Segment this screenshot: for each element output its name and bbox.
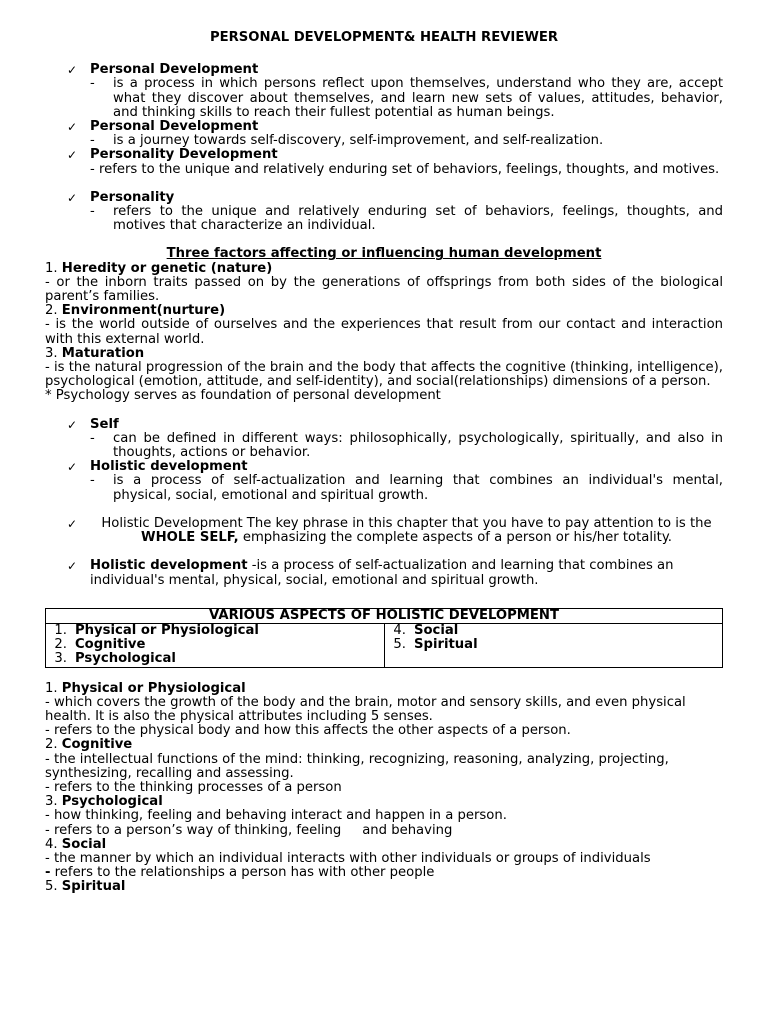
- definition-text: -is a process of self-actualization and learning that combines an individual's mental, physical, social, emotional and spiritual growth.: [90, 558, 674, 588]
- aspect-list-item: [385, 638, 722, 652]
- aspect-number: 4.: [393, 622, 406, 638]
- aspect-number: 1.: [54, 622, 67, 638]
- dash-bullet: -: [90, 133, 95, 149]
- check-icon: ✓: [67, 460, 78, 475]
- factor-description: - is the natural progression of the brain and the body that affects the cognitive (thinking, intelligence), psychological (emotion, attitude, and self-identity), and social(relationships) dimensions of a person.: [45, 360, 723, 390]
- key-phrase-part: Holistic Development The key phrase in this chapter that you have to pay attention to is the: [101, 515, 712, 531]
- dash-bullet: -: [90, 204, 95, 220]
- aspect-label: Physical or Physiological: [75, 622, 259, 638]
- checklist-item-personality: [67, 191, 723, 205]
- aspect-number: 2.: [45, 737, 58, 753]
- aspect-detail-5-title: [45, 880, 723, 894]
- factor-description: - or the inborn traits passed on by the generations of offsprings from both sides of the biological parent’s families.: [45, 274, 723, 305]
- factor-3: [45, 347, 723, 361]
- factor-number: 2.: [45, 303, 58, 319]
- dash-bullet: -: [90, 473, 95, 489]
- definition-text: - refers to the unique and relatively enduring set of behaviors, feelings, thoughts, and motives.: [90, 161, 720, 177]
- aspect-list-item: [46, 638, 384, 652]
- definition-text: is a journey towards self-discovery, self-improvement, and self-realization.: [113, 133, 604, 149]
- item-title: Holistic development: [90, 459, 248, 475]
- definition: [90, 205, 723, 233]
- factor-description: - is the world outside of ourselves and the experiences that result from our contact and interaction with this external world.: [45, 317, 723, 347]
- dash-bullet: -: [90, 76, 95, 92]
- aspect-detail-line: - refers to the physical body and how this affects the other aspects of a person.: [45, 723, 571, 739]
- document-page: [45, 31, 723, 895]
- definition-text: refers to the unique and relatively enduring set of behaviors, feelings, thoughts, and motives that characterize an individual.: [113, 204, 723, 234]
- aspect-number: 5.: [45, 879, 58, 895]
- checklist-item-personal-development-2: [67, 120, 723, 134]
- aspect-number: 3.: [54, 651, 67, 667]
- aspect-title: Spiritual: [61, 879, 126, 895]
- factor-title: Maturation: [61, 345, 145, 361]
- checklist-item-personality-development: [67, 148, 723, 162]
- document-title: PERSONAL DEVELOPMENT& HEALTH REVIEWER: [209, 30, 559, 45]
- item-title: Personality Development: [90, 147, 278, 163]
- definition-text: is a process of self-actualization and learning that combines an individual's mental, physical, social, emotional and spiritual growth.: [113, 473, 723, 503]
- aspects-left-column: [46, 623, 385, 667]
- aspect-title: Cognitive: [61, 737, 133, 753]
- item-title: Holistic development: [90, 558, 248, 574]
- aspect-label: Cognitive: [75, 637, 146, 653]
- check-icon: ✓: [67, 417, 78, 432]
- checklist-item-key-phrase: [67, 517, 723, 545]
- check-icon: ✓: [67, 148, 78, 163]
- aspect-detail-line: - how thinking, feeling and behaving interact and happen in a person.: [45, 808, 507, 824]
- holistic-definition: [90, 559, 723, 587]
- aspect-list-item: [46, 624, 384, 638]
- aspect-number: 1.: [45, 680, 58, 696]
- aspect-number: 2.: [54, 637, 67, 653]
- check-icon: ✓: [67, 559, 78, 574]
- factor-2: [45, 304, 723, 318]
- aspect-number: 3.: [45, 794, 58, 810]
- aspect-detail-3-title: [45, 795, 723, 809]
- checklist-item-personal-development: [67, 63, 723, 77]
- aspect-detail-4-title: [45, 838, 723, 852]
- psychology-note: * Psychology serves as foundation of personal development: [45, 388, 441, 404]
- dash-bullet: -: [45, 865, 51, 881]
- aspect-detail-2-title: [45, 738, 723, 752]
- factor-title: Environment(nurture): [61, 303, 226, 319]
- item-title: Self: [90, 416, 119, 432]
- check-icon: ✓: [67, 516, 78, 531]
- definition: [90, 474, 723, 502]
- item-title: Personality: [90, 189, 175, 205]
- aspects-table: [45, 608, 723, 668]
- aspect-detail-line: - the manner by which an individual interacts with other individuals or groups of individuals: [45, 850, 651, 866]
- checklist-item-self: [67, 418, 723, 432]
- check-icon: ✓: [67, 63, 78, 78]
- aspects-right-column: [385, 623, 723, 667]
- factor-number: 3.: [45, 345, 58, 361]
- checklist-item-holistic-development: [67, 460, 723, 474]
- aspect-detail-line: - which covers the growth of the body and the brain, motor and sensory skills, and even physical health. It is also the physical attributes including 5 senses.: [45, 694, 686, 724]
- aspects-table-header: VARIOUS ASPECTS OF HOLISTIC DEVELOPMENT: [46, 608, 723, 623]
- aspect-number: 5.: [393, 637, 406, 653]
- factor-title: Heredity or genetic (nature): [61, 260, 273, 276]
- aspect-detail-text: refers to the relationships a person has with other people: [50, 865, 435, 881]
- definition-text: can be defined in different ways: philosophically, psychologically, spiritually, and also in thoughts, actions or behavior.: [113, 430, 723, 461]
- aspect-detail-1-title: [45, 682, 723, 696]
- item-title: Personal Development: [90, 119, 259, 135]
- key-phrase-text: [90, 517, 723, 545]
- item-title: Personal Development: [90, 62, 259, 78]
- check-icon: ✓: [67, 120, 78, 135]
- factors-heading: Three factors affecting or influencing human development: [166, 246, 602, 262]
- definition: [90, 432, 723, 460]
- definition: [90, 77, 723, 120]
- key-phrase-part: emphasizing the complete aspects of a person or his/her totality.: [238, 530, 672, 546]
- aspect-label: Social: [414, 622, 459, 638]
- whole-self-emphasis: WHOLE SELF,: [141, 530, 239, 546]
- aspect-detail-line: - refers to the thinking processes of a person: [45, 779, 342, 795]
- aspect-number: 4.: [45, 836, 58, 852]
- aspect-title: Social: [61, 836, 107, 852]
- checklist-item-holistic-development-2: [67, 559, 723, 587]
- aspect-list-item: [46, 652, 384, 666]
- aspect-detail-line: - refers to a person’s way of thinking, feeling and behaving: [45, 822, 453, 838]
- aspect-list-item: [385, 624, 722, 638]
- aspect-detail-line: - the intellectual functions of the mind: thinking, recognizing, reasoning, analyzing, projecting, synthesizing, recalling and assessing.: [45, 751, 669, 781]
- dash-bullet: -: [90, 430, 95, 446]
- aspect-title: Psychological: [61, 794, 163, 810]
- aspect-label: Psychological: [75, 651, 176, 667]
- definition-text: is a process in which persons reflect upon themselves, understand who they are, accept what they discover about themselves, and learn new sets of values, attitudes, behavior, and thinking skills to reach their fullest potential as human beings.: [113, 76, 723, 120]
- check-icon: ✓: [67, 190, 78, 205]
- aspect-label: Spiritual: [414, 637, 478, 653]
- definition: [90, 134, 723, 148]
- factor-1: [45, 262, 723, 276]
- aspect-title: Physical or Physiological: [61, 680, 246, 696]
- aspect-detail-line: [45, 866, 723, 880]
- factor-number: 1.: [45, 260, 58, 276]
